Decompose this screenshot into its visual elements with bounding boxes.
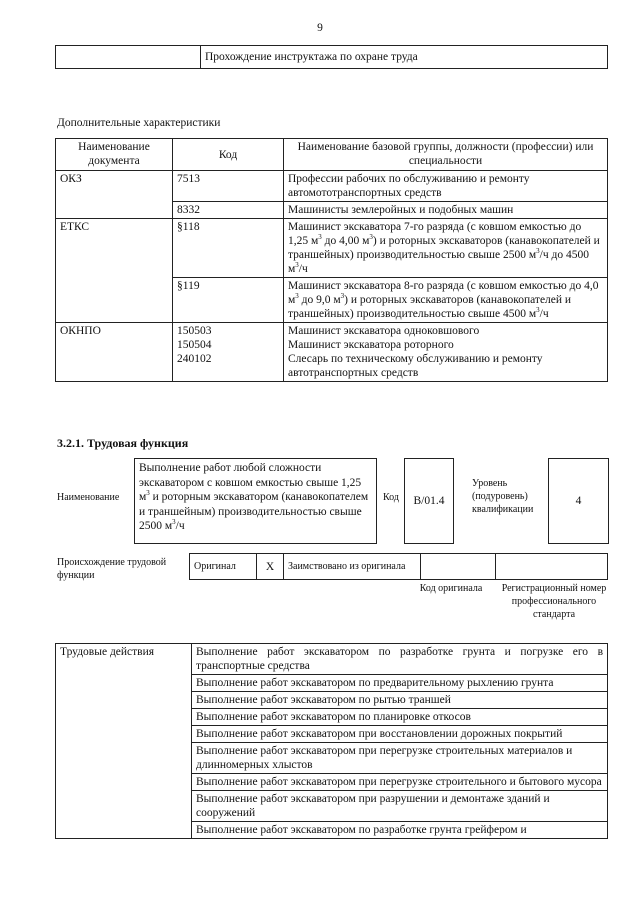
top-row-text: Прохождение инструктажа по охране труда	[201, 46, 608, 69]
origin-label: Происхождение трудовой функции	[57, 557, 167, 581]
table-row: §119 Машинист экскаватора 8-го разряда (с ковшом емкостью до 4,0 $м^3$ до 9,0 $м^3$) и роторных экскаваторов (канавокопателей и траншейных) производительностью свыше 4500 $м^3/ч$	[56, 278, 608, 323]
table-row: 8332 Машинисты землеройных и подобных машин	[56, 202, 608, 219]
top-row-table	[55, 45, 608, 69]
action-item: Выполнение работ экскаватором по предварительному рыхлению грунта	[192, 675, 608, 692]
action-item: Выполнение работ экскаватором по разработке грунта и погрузке его в транспортные средства	[192, 644, 608, 675]
table-row: ЕТКС §118 Машинист экскаватора 7-го разряда (с ковшом емкостью до 1,25 $м^3$ до 4,00 $м^3$) и роторных экскаваторов (канавокопателей и траншейных) производительностью свыше 2500 $м^3/ч$ до 4500 $м^3/ч$	[56, 219, 608, 278]
name-label: Наименование	[57, 492, 120, 503]
table-header-row	[56, 139, 608, 171]
original-mark: X	[257, 554, 284, 580]
actions-table	[55, 643, 608, 839]
borrowed-cell: Заимствовано из оригинала	[284, 554, 421, 580]
code-label: Код	[383, 492, 399, 503]
etks-119-name: Машинист экскаватора 8-го разряда (с ковшом емкостью до 4,0 $м^3$ до 9,0 $м^3$) и роторных экскаваторов (канавокопателей и траншейных) производительностью свыше 4500 $м^3/ч$	[284, 278, 608, 323]
table-row: ОКЗ 7513 Профессии рабочих по обслуживанию и ремонту автомототранспортных средств	[56, 171, 608, 202]
reg-number-cell	[496, 554, 608, 580]
action-item: Выполнение работ экскаватором по рытью траншей	[192, 692, 608, 709]
action-item: Выполнение работ экскаватором при перегрузке строительного и бытового мусора	[192, 774, 608, 791]
function-code-box: B/01.4	[404, 458, 454, 544]
additional-table	[55, 138, 608, 382]
table-row	[56, 644, 608, 675]
function-heading: 3.2.1. Трудовая функция	[57, 436, 189, 450]
etks-118-name: Машинист экскаватора 7-го разряда (с ковшом емкостью до 1,25 $м^3$ до 4,00 $м^3$) и роторных экскаваторов (канавокопателей и траншейных) производительностью свыше 2500 $м^3/ч$ до 4500 $м^3/ч$	[284, 219, 608, 278]
actions-label: Трудовые действия	[56, 644, 192, 839]
action-item: Выполнение работ экскаватором при разрушении и демонтаже зданий и сооружений	[192, 791, 608, 822]
table-row: ОКНПО 150503 150504 240102 Машинист экскаватора одноковшового Машинист экскаватора роторного Слесарь по техническому обслуживанию и ремонту автотранспортных средств	[56, 323, 608, 382]
origin-table	[189, 553, 608, 580]
code-original-cell	[421, 554, 496, 580]
header-doc: Наименование документа	[56, 139, 173, 171]
level-box: 4	[548, 458, 609, 544]
reg-number-caption: Регистрационный номер профессионального стандарта	[501, 583, 607, 620]
page-number: 9	[317, 22, 323, 34]
function-name-box: Выполнение работ любой сложности экскаватором с ковшом емкостью свыше 1,25 $м^3$ и роторным экскаватором (канавокопателем и траншейным) производительностью свыше 2500 $м^3/ч$	[134, 458, 377, 544]
action-item: Выполнение работ экскаватором по планировке откосов	[192, 709, 608, 726]
header-name: Наименование базовой группы, должности (профессии) или специальности	[284, 139, 608, 171]
action-item: Выполнение работ экскаватором по разработке грунта грейфером и	[192, 822, 608, 839]
level-label: Уровень (подуровень) квалификации	[472, 478, 534, 515]
action-item: Выполнение работ экскаватором при перегрузке строительных материалов и длинномерных хлыстов	[192, 743, 608, 774]
header-code: Код	[173, 139, 284, 171]
additional-title: Дополнительные характеристики	[57, 117, 221, 129]
original-cell: Оригинал	[190, 554, 257, 580]
code-original-caption: Код оригинала	[419, 583, 483, 594]
action-item: Выполнение работ экскаватором при восстановлении дорожных покрытий	[192, 726, 608, 743]
